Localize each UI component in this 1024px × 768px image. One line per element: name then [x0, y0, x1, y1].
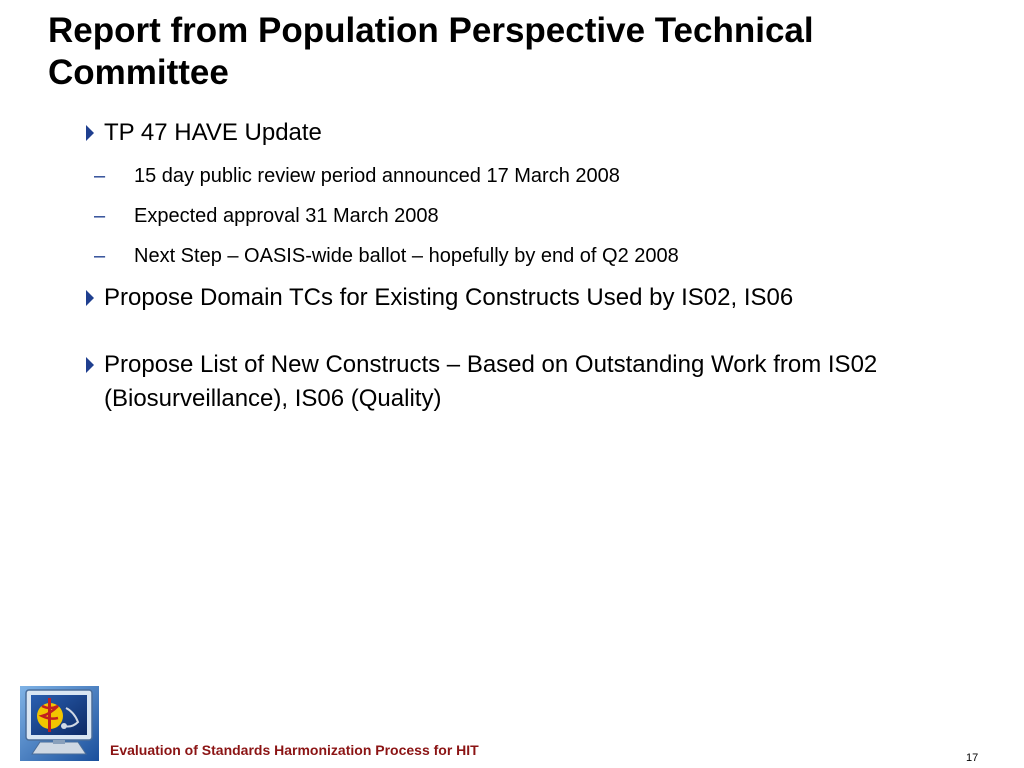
footer-text: Evaluation of Standards Harmonization Process for HIT — [110, 742, 479, 758]
bullet-item — [84, 348, 984, 416]
triangle-bullet-icon — [86, 125, 94, 141]
sub-bullet-text: Next Step – OASIS-wide ballot – hopefully by end of Q2 2008 — [134, 245, 679, 267]
sub-bullet-list — [84, 156, 984, 276]
sub-bullet-item — [78, 156, 984, 196]
computer-monitor-caduceus-icon — [20, 686, 99, 761]
bullet-list — [84, 116, 984, 416]
bullet-text: Propose List of New Constructs – Based on Outstanding Work from IS02 (Biosurveillance), IS06 (Quality) — [104, 351, 878, 412]
sub-bullet-item — [78, 196, 984, 236]
sub-bullet-text: Expected approval 31 March 2008 — [134, 205, 439, 227]
page-number: 17 — [966, 752, 979, 764]
dash-bullet-icon: – — [94, 165, 106, 187]
sub-bullet-item — [78, 236, 984, 276]
triangle-bullet-icon — [86, 357, 94, 373]
dash-bullet-icon: – — [94, 245, 106, 267]
bullet-text: TP 47 HAVE Update — [104, 119, 322, 146]
dash-bullet-icon: – — [94, 205, 106, 227]
triangle-bullet-icon — [86, 290, 94, 306]
bullet-item — [84, 116, 984, 150]
slide-title: Report from Population Perspective Technical Committee — [48, 11, 814, 92]
sub-bullet-text: 15 day public review period announced 17 March 2008 — [134, 165, 620, 187]
bullet-item — [84, 281, 984, 315]
bullet-text: Propose Domain TCs for Existing Constructs Used by IS02, IS06 — [104, 284, 794, 311]
